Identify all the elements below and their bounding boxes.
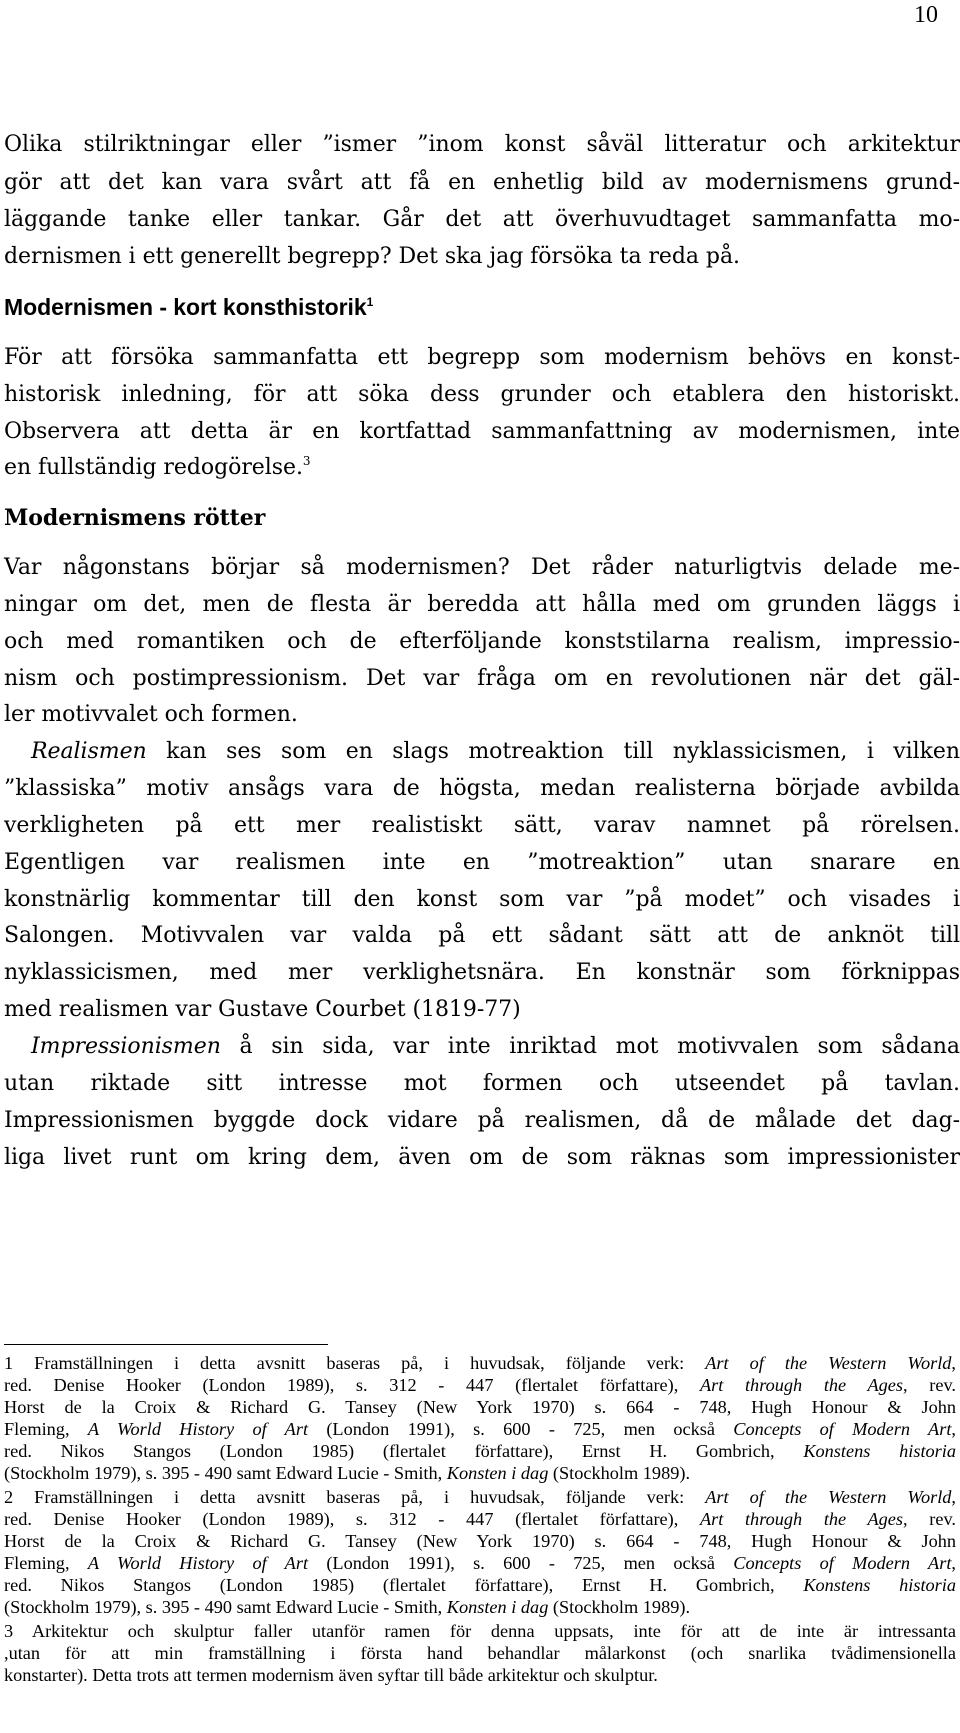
footnote-ref: 1 [366, 295, 374, 309]
paragraph-line: liga livet runt om kring dem, även om de som räknas som impressionister [4, 1145, 960, 1170]
paragraph-line: ler motivvalet och formen. [4, 702, 298, 727]
footnote-line: 1 Framställningen i detta avsnitt baseras på, i huvudsak, följande verk: Art of the Western World, [4, 1353, 956, 1373]
paragraph-line: Egentligen var realismen inte en ”motreaktion” utan snarare en [4, 850, 960, 875]
paragraph-line: ningar om det, men de flesta är beredda att hålla med om grunden läggs i [4, 592, 960, 617]
paragraph-line: och med romantiken och de efterföljande konststilarna realism, impressio- [4, 629, 960, 654]
paragraph-line: Impressionismen å sin sida, var inte inriktad mot motivvalen som sådana [31, 1034, 960, 1059]
paragraph-line: med realismen var Gustave Courbet (1819-77) [4, 997, 521, 1022]
footnote-line: red. Denise Hooker (London 1989), s. 312 - 447 (flertalet författare), Art through the Ages, rev. [4, 1509, 956, 1529]
footnote-line: Horst de la Croix & Richard G. Tansey (New York 1970) s. 664 - 748, Hugh Honour & John [4, 1531, 956, 1551]
intro-line: Olika stilriktningar eller ”ismer ”inom konst såväl litteratur och arkitektur [4, 132, 960, 157]
subsection-heading: Modernismens rötter [4, 505, 266, 531]
section-heading: Modernismen - kort konsthistorik$^1$ [4, 294, 374, 320]
footnote-separator [4, 1344, 328, 1345]
paragraph-line: utan riktade sitt intresse mot formen och utseendet på tavlan. [4, 1071, 960, 1096]
footnote-line: (Stockholm 1979), s. 395 - 490 samt Edward Lucie - Smith, Konsten i dag (Stockholm 1989). [4, 1597, 691, 1617]
paragraph-line: historisk inledning, för att söka dess grunder och etablera den historiskt. [4, 382, 960, 407]
paragraph-line: Var någonstans börjar så modernismen? Det råder naturligtvis delade me- [4, 555, 960, 580]
paragraph-line: Realismen kan ses som en slags motreaktion till nyklassicismen, i vilken [31, 739, 960, 764]
term-impressionism: Impressionismen [31, 1034, 221, 1059]
paragraph-line: konstnärlig kommentar till den konst som var ”på modet” och visades i [4, 887, 960, 912]
paragraph-line: verkligheten på ett mer realistiskt sätt, varav namnet på rörelsen. [4, 813, 960, 838]
footnote-line: 3 Arkitektur och skulptur faller utanför ramen för denna uppsats, inte för att de inte är intressanta [4, 1621, 956, 1641]
paragraph-line: en fullständig redogörelse.$^3$ [4, 454, 311, 480]
footnote-line: Fleming, A World History of Art (London 1991), s. 600 - 725, men också Concepts of Modern Art, [4, 1419, 956, 1439]
intro-line: gör att det kan vara svårt att få en enhetlig bild av modernismens grund- [4, 170, 960, 195]
term-realism: Realismen [31, 739, 147, 764]
paragraph-line: nyklassicismen, med mer verklighetsnära. En konstnär som förknippas [4, 960, 960, 985]
paragraph-line: Observera att detta är en kortfattad sammanfattning av modernismen, inte [4, 419, 960, 444]
footnote-line: Fleming, A World History of Art (London 1991), s. 600 - 725, men också Concepts of Modern Art, [4, 1553, 956, 1573]
footnote-line: red. Nikos Stangos (London 1985) (flertalet författare), Ernst H. Gombrich, Konstens historia [4, 1441, 956, 1461]
paragraph-line: ”klassiska” motiv ansågs vara de högsta, medan realisterna började avbilda [4, 776, 960, 801]
intro-line: dernismen i ett generellt begrepp? Det ska jag försöka ta reda på. [4, 244, 740, 269]
footnote-line: red. Nikos Stangos (London 1985) (flertalet författare), Ernst H. Gombrich, Konstens historia [4, 1575, 956, 1595]
footnote-ref: 3 [302, 454, 311, 468]
footnote-line: red. Denise Hooker (London 1989), s. 312 - 447 (flertalet författare), Art through the Ages, rev. [4, 1375, 956, 1395]
footnote-line: Horst de la Croix & Richard G. Tansey (New York 1970) s. 664 - 748, Hugh Honour & John [4, 1397, 956, 1417]
footnote-line: (Stockholm 1979), s. 395 - 490 samt Edward Lucie - Smith, Konsten i dag (Stockholm 1989). [4, 1463, 691, 1483]
intro-line: läggande tanke eller tankar. Går det att överhuvudtaget sammanfatta mo- [4, 207, 960, 232]
paragraph-line: För att försöka sammanfatta ett begrepp som modernism behövs en konst- [4, 345, 960, 370]
page-number: 10 [914, 2, 938, 28]
paragraph-line: Salongen. Motivvalen var valda på ett sådant sätt att de anknöt till [4, 923, 960, 948]
footnote-line: ,utan för att min framställning i första hand behandlar målarkonst (och snarlika tvådimensionella [4, 1643, 956, 1663]
footnote-line: konstarter). Detta trots att termen modernism även syftar till både arkitektur och skulptur. [4, 1665, 658, 1685]
footnote-line: 2 Framställningen i detta avsnitt baseras på, i huvudsak, följande verk: Art of the Western World, [4, 1487, 956, 1507]
paragraph-line: nism och postimpressionism. Det var fråga om en revolutionen när det gäl- [4, 666, 960, 691]
paragraph-line: Impressionismen byggde dock vidare på realismen, då de målade det dag- [4, 1108, 960, 1133]
